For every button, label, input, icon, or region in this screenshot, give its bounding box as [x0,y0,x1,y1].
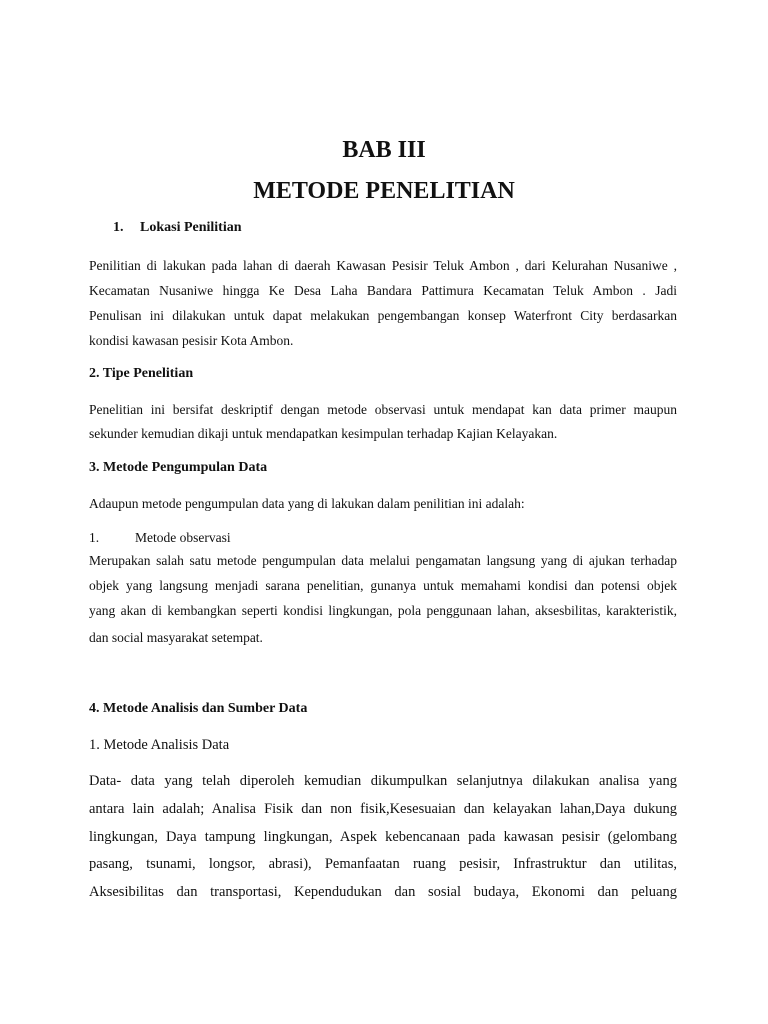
section2-line: sekunder kemudian dikaji untuk mendapatkan kesimpulan terhadap Kajian Kelayakan. [89,426,558,441]
chapter-number: BAB III [342,137,426,163]
section3-heading: 3. Metode Pengumpulan Data [89,460,268,475]
chapter-title: METODE PENELITIAN [253,178,515,204]
section3-item-label: Metode observasi [135,530,231,545]
section3-line: objek yang langsung menjadi sarana penelitian, gunanya untuk memahami kondisi dan potensi objek [89,578,677,593]
section1-line: Penilitian di lakukan pada lahan di daerah Kawasan Pesisir Teluk Ambon , dari Kelurahan Nusaniwe , [89,258,677,273]
section3-line: dan social masyarakat setempat. [89,630,263,645]
section3-line: Merupakan salah satu metode pengumpulan data melalui pengamatan langsung yang di ajukan terhadap [89,553,677,568]
section4-line: lingkungan, Daya tampung lingkungan, Aspek kebencanaan pada kawasan pesisir (gelombang [89,829,677,845]
section4-line: Aksesibilitas dan transportasi, Kependudukan dan sosial budaya, Ekonomi dan peluang [89,884,677,900]
section3-intro: Adaupun metode pengumpulan data yang di lakukan dalam penilitian ini adalah: [89,496,525,511]
section3-item-number: 1. [89,530,100,545]
section1-line: Kecamatan Nusaniwe hingga Ke Desa Laha Bandara Pattimura Kecamatan Teluk Ambon . Jadi [89,283,677,298]
section1-number: 1. [113,220,124,235]
section4-subheading: 1. Metode Analisis Data [89,737,230,753]
section4-line: Data- data yang telah diperoleh kemudian dikumpulkan selanjutnya dilakukan analisa yang [89,773,677,789]
section1-line: kondisi kawasan pesisir Kota Ambon. [89,333,294,348]
section4-heading: 4. Metode Analisis dan Sumber Data [89,701,308,716]
section2-line: Penelitian ini bersifat deskriptif dengan metode observasi untuk mendapat kan data primer maupun [89,402,677,417]
section4-line: antara lain adalah; Analisa Fisik dan non fisik,Kesesuaian dan kelayakan lahan,Daya dukung [89,801,677,817]
section2-heading: 2. Tipe Penelitian [89,366,194,381]
section4-line: pasang, tsunami, longsor, abrasi), Pemanfaatan ruang pesisir, Infrastruktur dan utilitas, [89,856,677,872]
section3-line: yang akan di kembangkan seperti kondisi lingkungan, pola penggunaan lahan, aksesbilitas, karakteristik, [89,603,677,618]
section1-line: Penulisan ini dilakukan untuk dapat melakukan pengembangan konsep Waterfront City berdasarkan [89,308,677,323]
section1-heading: Lokasi Penilitian [140,220,242,235]
